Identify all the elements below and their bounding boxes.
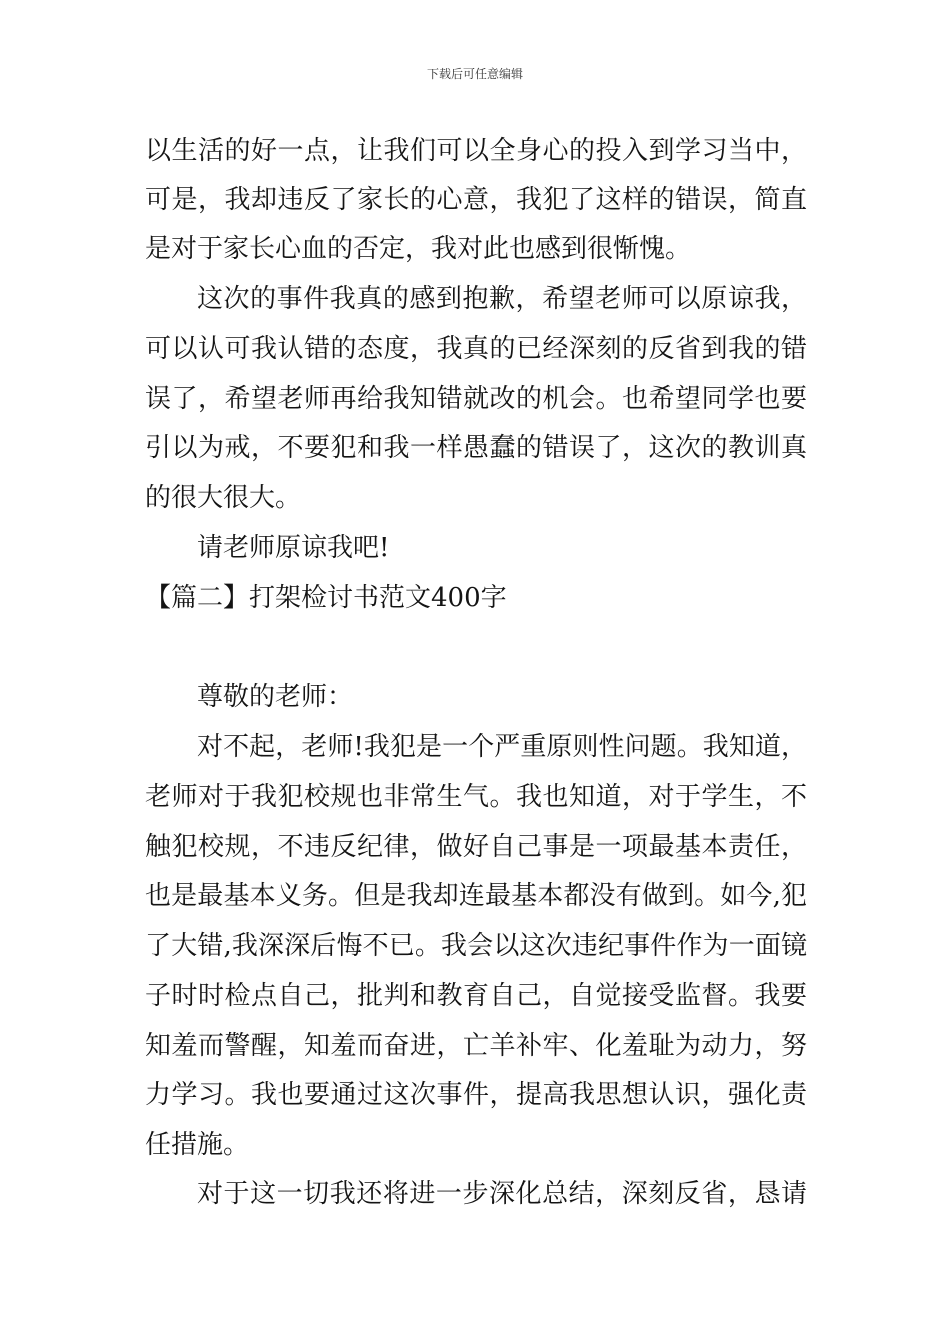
text-line: 任措施。: [145, 1130, 250, 1160]
text-line: 力学习。我也要通过这次事件，提高我思想认识，强化责: [145, 1080, 807, 1110]
text-line: 对于这一切我还将进一步深化总结，深刻反省，恳请: [197, 1179, 807, 1209]
text-line: 请老师原谅我吧!: [197, 533, 390, 563]
text-line: 这次的事件我真的感到抱歉，希望老师可以原谅我，: [197, 284, 807, 314]
page-header-note: 下载后可任意编辑: [426, 67, 523, 81]
text-line: 可以认可我认错的态度，我真的已经深刻的反省到我的错: [145, 334, 807, 364]
text-line: 的很大很大。: [145, 483, 302, 513]
salutation: 尊敬的老师：: [197, 682, 354, 712]
text-line: 对不起，老师!我犯是一个严重原则性问题。我知道，: [197, 732, 807, 762]
text-line: 是对于家长心血的否定，我对此也感到很惭愧。: [145, 234, 692, 264]
text-line: 知羞而警醒，知羞而奋进，亡羊补牢、化羞耻为动力，努: [145, 1031, 807, 1061]
text-line: 可是，我却违反了家长的心意，我犯了这样的错误，简直: [145, 185, 807, 215]
text-line: 了大错,我深深后悔不已。我会以这次违纪事件作为一面镜: [145, 931, 807, 961]
text-line: 老师对于我犯校规也非常生气。我也知道，对于学生，不: [145, 782, 807, 812]
section-heading: 【篇二】打架检讨书范文400字: [145, 583, 507, 613]
text-line: 误了，希望老师再给我知错就改的机会。也希望同学也要: [145, 384, 807, 414]
text-line: 引以为戒，不要犯和我一样愚蠢的错误了，这次的教训真: [145, 433, 807, 463]
text-line: 以生活的好一点，让我们可以全身心的投入到学习当中，: [145, 136, 807, 166]
text-line: 也是最基本义务。但是我却连最基本都没有做到。如今,犯: [145, 881, 807, 911]
text-line: 子时时检点自己，批判和教育自己，自觉接受监督。我要: [145, 981, 807, 1011]
text-line: 触犯校规，不违反纪律，做好自己事是一项最基本责任，: [145, 832, 807, 862]
